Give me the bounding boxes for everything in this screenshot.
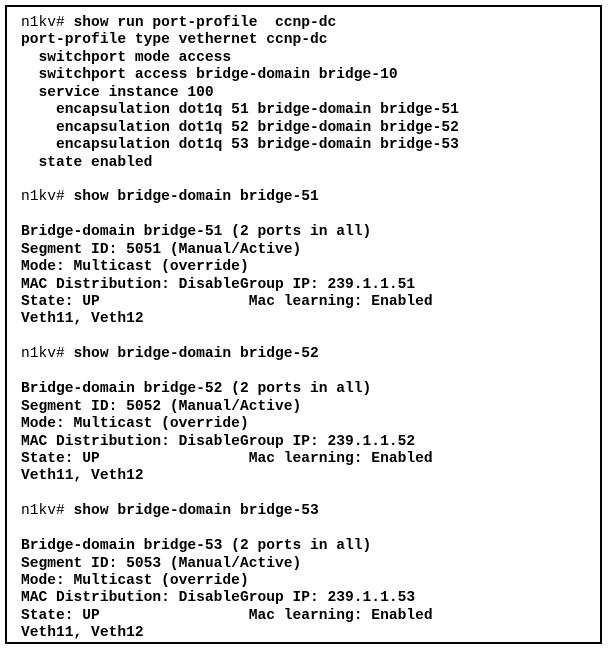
terminal-line [21,15,459,32]
terminal-line [21,399,459,416]
cli-output-text: Mode: Multicast (override) [21,416,249,433]
terminal-line [21,120,459,137]
terminal-line [21,556,459,573]
cli-output-text: Bridge-domain bridge-53 (2 ports in all) [21,538,372,555]
terminal-line [21,608,459,625]
cli-output-text: State: UP Mac learning: Enabled [21,294,433,310]
terminal-line [21,381,459,398]
cli-output-text: MAC Distribution: DisableGroup IP: 239.1.1.53 [21,590,416,607]
cli-output-text: MAC Distribution: DisableGroup IP: 239.1.1.51 [21,276,416,293]
cli-output-text: State: UP Mac learning: Enabled [21,450,433,467]
cli-output-text: Segment ID: 5051 (Manual/Active) [21,241,302,258]
cli-prompt: n1kv# [21,503,74,520]
terminal-line [21,32,459,49]
cli-output-text: switchport mode access [21,49,232,66]
cli-output-text: service instance 100 [21,84,214,101]
cli-output-text: State: UP Mac learning: Enabled [21,607,433,624]
terminal-line [21,503,459,520]
cli-prompt: n1kv# [21,15,74,31]
terminal-line [21,189,459,206]
terminal-line [21,207,459,224]
cli-output-text: switchport access bridge-domain bridge-10 [21,67,398,84]
terminal-line [21,364,459,381]
terminal-line [21,573,459,590]
terminal-line [21,172,459,189]
terminal-line [21,259,459,276]
terminal-line [21,538,459,555]
cli-output-text: Veth11, Veth12 [21,625,144,642]
terminal-line [21,50,459,67]
terminal-output-frame [5,5,602,644]
terminal-line [21,137,459,154]
cli-output-text: Mode: Multicast (override) [21,573,249,589]
terminal-output [21,15,459,643]
cli-output-text: encapsulation dot1q 51 bridge-domain bridge-51 [21,102,459,119]
cli-command: show bridge-domain bridge-53 [73,503,319,520]
cli-output-text: Segment ID: 5053 (Manual/Active) [21,555,302,572]
terminal-line [21,102,459,119]
terminal-line [21,486,459,503]
cli-output-text: Veth11, Veth12 [21,311,144,328]
cli-output-text: MAC Distribution: DisableGroup IP: 239.1.1.52 [21,433,416,450]
terminal-line [21,346,459,363]
terminal-line [21,85,459,102]
cli-output-text: encapsulation dot1q 52 bridge-domain bridge-52 [21,119,459,136]
terminal-line [21,311,459,328]
terminal-line [21,242,459,259]
terminal-line [21,434,459,451]
cli-output-text: Mode: Multicast (override) [21,259,249,276]
terminal-line [21,416,459,433]
terminal-line [21,224,459,241]
cli-output-text: port-profile type vethernet ccnp-dc [21,32,328,49]
terminal-line [21,625,459,642]
terminal-line [21,451,459,468]
cli-output-text: state enabled [21,154,153,171]
cli-command: show bridge-domain bridge-52 [73,346,319,363]
cli-prompt: n1kv# [21,189,74,206]
terminal-line [21,155,459,172]
terminal-line [21,294,459,311]
cli-output-text: encapsulation dot1q 53 bridge-domain bridge-53 [21,137,459,154]
cli-output-text: Veth11, Veth12 [21,468,144,485]
cli-output-text: Bridge-domain bridge-52 (2 ports in all) [21,381,372,398]
cli-command: show run port-profile ccnp-dc [73,15,337,31]
cli-command: show bridge-domain bridge-51 [73,189,319,206]
terminal-line [21,468,459,485]
terminal-line [21,329,459,346]
cli-prompt: n1kv# [21,346,74,363]
terminal-line [21,590,459,607]
terminal-line [21,277,459,294]
terminal-line [21,67,459,84]
terminal-line [21,521,459,538]
cli-output-text: Segment ID: 5052 (Manual/Active) [21,398,302,415]
cli-output-text: Bridge-domain bridge-51 (2 ports in all) [21,224,372,241]
